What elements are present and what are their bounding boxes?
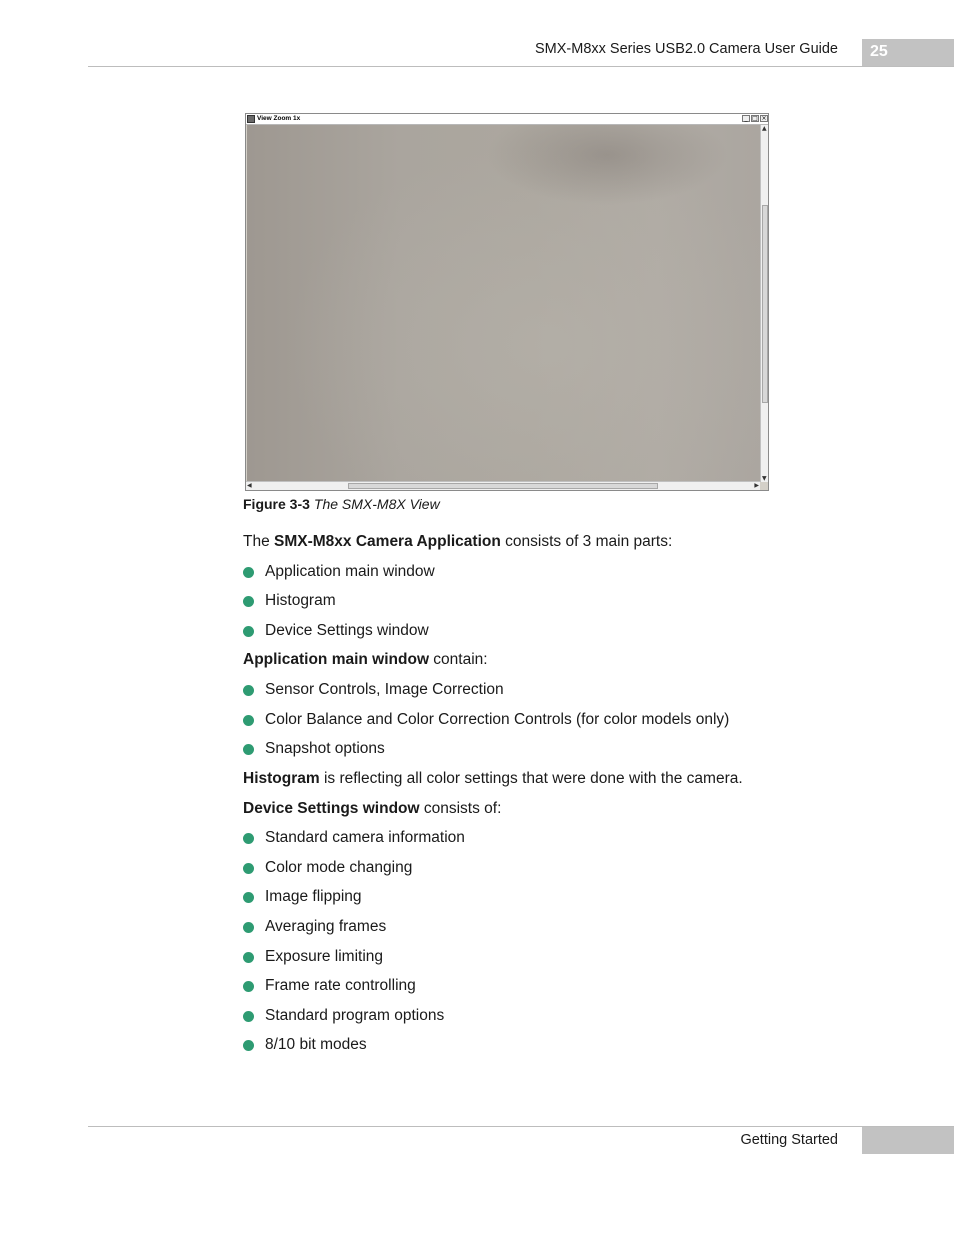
intro-pre: The bbox=[243, 533, 275, 550]
scroll-up-icon[interactable]: ▲ bbox=[762, 125, 767, 132]
app-window-post: contain: bbox=[429, 651, 488, 668]
histogram-term: Histogram bbox=[243, 770, 320, 787]
scroll-left-icon[interactable]: ◀ bbox=[247, 482, 252, 489]
intro-app-name: SMX-M8xx Camera Application bbox=[274, 533, 501, 550]
list-item-text: Standard program options bbox=[265, 1007, 445, 1024]
list-item-text: Sensor Controls, Image Correction bbox=[265, 681, 504, 698]
window-titlebar bbox=[246, 114, 768, 125]
list-item-text: Histogram bbox=[265, 592, 336, 609]
list-item-text: Image flipping bbox=[265, 888, 362, 905]
bullet-icon bbox=[243, 833, 254, 844]
header-divider bbox=[88, 66, 954, 67]
intro-post: consists of 3 main parts: bbox=[500, 533, 673, 550]
list-item-text: 8/10 bit modes bbox=[265, 1036, 367, 1053]
bullet-icon bbox=[243, 1011, 254, 1022]
device-settings-heading bbox=[243, 799, 501, 819]
list-item-text: Snapshot options bbox=[265, 740, 385, 757]
bullet-icon bbox=[243, 626, 254, 637]
horizontal-scrollbar[interactable] bbox=[246, 481, 760, 490]
close-icon[interactable]: × bbox=[761, 115, 767, 122]
list-item-text: Averaging frames bbox=[265, 918, 387, 935]
bullet-icon bbox=[243, 715, 254, 726]
list-item-text: Color mode changing bbox=[265, 859, 413, 876]
scroll-right-icon[interactable]: ▶ bbox=[754, 482, 759, 489]
device-settings-term: Device Settings window bbox=[243, 800, 420, 817]
footer-section-title: Getting Started bbox=[740, 1132, 838, 1148]
histogram-paragraph bbox=[243, 769, 743, 789]
page-number: 25 bbox=[870, 43, 888, 60]
app-window-term: Application main window bbox=[243, 651, 429, 668]
list-item-text: Device Settings window bbox=[265, 622, 429, 639]
histogram-post: is reflecting all color settings that were done with the camera. bbox=[319, 770, 743, 787]
camera-app-icon bbox=[247, 115, 255, 123]
window-title: View Zoom 1x bbox=[257, 115, 301, 122]
list-item-text: Exposure limiting bbox=[265, 948, 384, 965]
app-window-heading bbox=[243, 650, 488, 670]
footer-tab bbox=[862, 1127, 954, 1154]
camera-view-window bbox=[245, 113, 769, 491]
intro-paragraph bbox=[243, 532, 672, 552]
figure-label: Figure 3-3 bbox=[243, 496, 310, 512]
figure-caption-text: The SMX-M8X View bbox=[313, 496, 440, 512]
bullet-icon bbox=[243, 952, 254, 963]
list-item-text: Application main window bbox=[265, 563, 435, 580]
footer-divider bbox=[88, 1126, 954, 1127]
bullet-icon bbox=[243, 922, 254, 933]
list-item-text: Standard camera information bbox=[265, 829, 465, 846]
bullet-icon bbox=[243, 1040, 254, 1051]
bullet-icon bbox=[243, 744, 254, 755]
figure-caption bbox=[243, 496, 440, 512]
bullet-icon bbox=[243, 567, 254, 578]
device-settings-post: consists of: bbox=[419, 800, 502, 817]
camera-image-viewport bbox=[247, 125, 760, 482]
vertical-scroll-thumb[interactable] bbox=[762, 205, 768, 403]
scroll-down-icon[interactable]: ▼ bbox=[762, 475, 767, 482]
running-header-title: SMX-M8xx Series USB2.0 Camera User Guide bbox=[535, 41, 838, 57]
minimize-icon[interactable]: _ bbox=[742, 115, 750, 122]
bullet-icon bbox=[243, 596, 254, 607]
list-item-text: Color Balance and Color Correction Controls (for color models only) bbox=[265, 711, 730, 728]
horizontal-scroll-thumb[interactable] bbox=[348, 483, 658, 489]
bullet-icon bbox=[243, 981, 254, 992]
bullet-icon bbox=[243, 863, 254, 874]
list-item-text: Frame rate controlling bbox=[265, 977, 416, 994]
bullet-icon bbox=[243, 685, 254, 696]
vertical-scrollbar[interactable] bbox=[760, 125, 768, 482]
maximize-icon[interactable]: □ bbox=[752, 115, 758, 122]
bullet-icon bbox=[243, 892, 254, 903]
